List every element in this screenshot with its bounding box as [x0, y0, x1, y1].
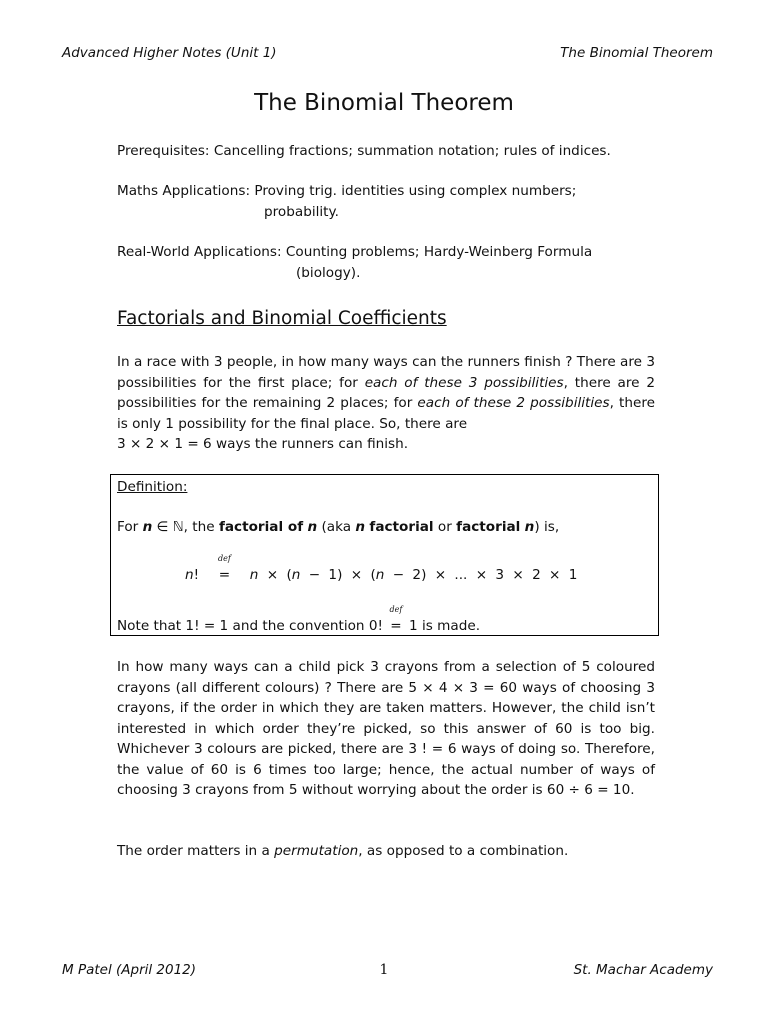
page-number: 1: [379, 962, 389, 978]
definition-label: Definition:: [117, 479, 188, 495]
maths-applications-label: Maths Applications:: [117, 183, 251, 199]
note-def-label: def: [389, 605, 403, 614]
intro-n3: n: [355, 519, 366, 535]
race-text-1: In a race with 3 people, in how many ways can the runners finish ? There are 3 possibilities for the first place; for: [117, 354, 655, 391]
header-left: Advanced Higher Notes (Unit 1): [62, 45, 277, 61]
order-emphasis: permutation: [274, 843, 359, 859]
intro-set: ∈ ℕ: [156, 519, 184, 535]
formula-lhs-n: n: [185, 567, 194, 583]
intro-end: ) is,: [534, 519, 560, 535]
formula-def-equals: [216, 554, 233, 583]
formula-eq: =: [218, 567, 231, 583]
note-text-1: Note that 1! = 1 and the convention 0!: [117, 618, 383, 634]
factorial-formula: [185, 554, 578, 583]
maths-applications: [117, 183, 576, 199]
formula-n3: n: [375, 567, 385, 583]
maths-applications-line2: probability.: [264, 204, 339, 220]
page-title: The Binomial Theorem: [254, 90, 514, 116]
formula-times-1: ×: [266, 567, 279, 583]
intro-factorial-of: factorial of: [218, 519, 304, 535]
race-paragraph: [117, 352, 655, 455]
prerequisites: [117, 143, 611, 159]
section-heading: Factorials and Binomial Coefficients: [117, 308, 447, 329]
formula-n: n: [249, 567, 259, 583]
intro-or: or: [437, 519, 452, 535]
intro-n: n: [142, 519, 153, 535]
race-text-3: , there is only 1 possibility for the final place. So, there are: [117, 395, 655, 432]
order-sentence: [117, 843, 568, 859]
race-emphasis-1: each of these 3 possibilities: [364, 374, 564, 391]
formula-def-label: def: [218, 554, 231, 563]
definition-box: [110, 474, 659, 636]
race-last-line: 3 × 2 × 1 = 6 ways the runners can finish.: [117, 436, 409, 452]
formula-open-1: (: [286, 567, 292, 583]
order-text-2: , as opposed to a combination.: [358, 843, 569, 859]
intro-n4: n: [524, 519, 535, 535]
crayons-paragraph: In how many ways can a child pick 3 crayons from a selection of 5 coloured crayons (all different colours) ? There are 5 × 4 × 3 = 60 ways of choosing 3 crayons, if the order in which they are taken matters. However, the child isn’t interested in which order they’re picked, so this answer of 60 is too big. Whichever 3 colours are picked, there are 3 ! = 6 ways of doing so. Therefore, the value of 60 is 6 times too large; hence, the actual number of ways of choosing 3 crayons from 5 without worrying about the order is 60 ÷ 6 = 10.: [117, 659, 655, 798]
intro-comma: , the: [183, 519, 215, 535]
real-world-label: Real-World Applications:: [117, 244, 282, 260]
formula-lhs-bang: !: [193, 567, 200, 583]
real-world-line1: Counting problems; Hardy-Weinberg Formula: [285, 244, 593, 260]
definition-note: [117, 605, 481, 634]
real-world-line2: (biology).: [296, 265, 361, 281]
header-right: The Binomial Theorem: [560, 45, 713, 61]
race-emphasis-2: each of these 2 possibilities: [417, 395, 610, 411]
intro-for: For: [117, 519, 139, 535]
footer-left: M Patel (April 2012): [62, 962, 197, 978]
intro-n2: n: [307, 519, 318, 535]
intro-factorial: factorial: [369, 519, 434, 535]
note-text-2: 1 is made.: [409, 618, 481, 634]
maths-applications-line1: Proving trig. identities using complex numbers;: [254, 183, 577, 199]
footer-right: St. Machar Academy: [573, 962, 713, 978]
definition-intro: [117, 519, 559, 535]
real-world-applications: [117, 244, 592, 260]
prerequisites-label: Prerequisites:: [117, 143, 210, 159]
formula-minus-1: − 1): [308, 567, 343, 583]
formula-times-2: ×: [350, 567, 363, 583]
formula-minus-2: − 2): [392, 567, 427, 583]
prerequisites-text: Cancelling fractions; summation notation; rules of indices.: [213, 143, 611, 159]
formula-open-2: (: [370, 567, 376, 583]
formula-tail: × ... × 3 × 2 × 1: [434, 567, 578, 583]
intro-factorial2: factorial: [456, 519, 521, 535]
formula-n2: n: [291, 567, 301, 583]
note-eq: =: [390, 618, 402, 634]
intro-aka: (aka: [321, 519, 352, 535]
order-text-1: The order matters in a: [117, 843, 270, 859]
race-text-2: , there are 2 possibilities for the remaining 2 places; for: [117, 374, 655, 411]
note-def-equals: [387, 605, 404, 634]
